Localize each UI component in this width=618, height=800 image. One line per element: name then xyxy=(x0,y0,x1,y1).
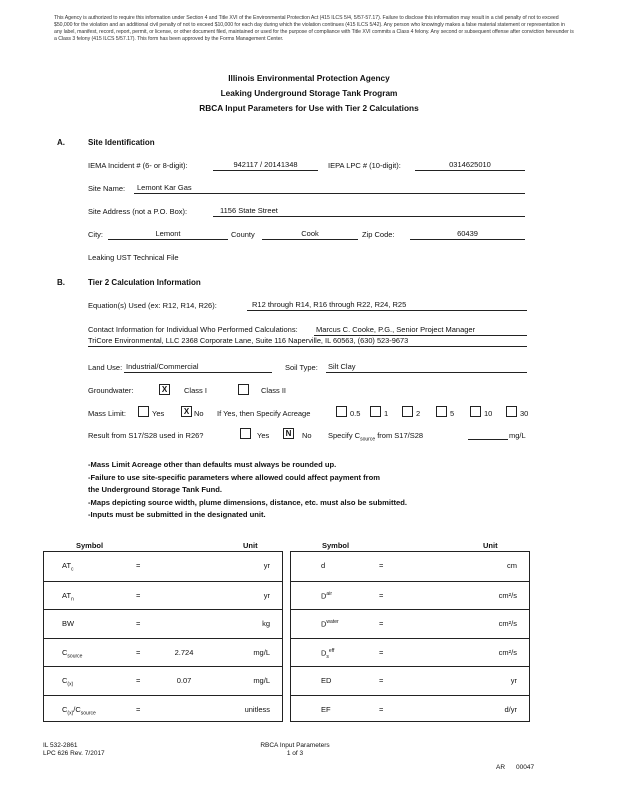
acreage-option-1: 1 xyxy=(384,409,389,418)
symbol-subscript-2: source xyxy=(80,710,96,716)
contact-label: Contact Information for Individual Who Performed Calculations: xyxy=(88,325,298,334)
right-symbol-header: Symbol xyxy=(322,541,350,550)
footer-center xyxy=(230,742,360,758)
right-row-symbol xyxy=(321,619,339,629)
mass-limit-yes-label: Yes xyxy=(152,409,165,418)
right-row-symbol xyxy=(321,591,332,601)
right-table-row xyxy=(291,581,529,610)
left-row-unit: mg/L xyxy=(253,647,270,657)
county-label: County xyxy=(231,230,255,239)
contact-value-1[interactable]: Marcus C. Cooke, P.G., Senior Project Manager xyxy=(316,325,476,334)
city-value[interactable]: Lemont xyxy=(155,229,181,238)
county-line xyxy=(262,239,358,240)
acreage-option-5: 5 xyxy=(450,409,455,418)
acreage-checkbox-2[interactable] xyxy=(402,406,413,417)
site-name-label: Site Name: xyxy=(88,184,126,193)
soil-type-label: Soil Type: xyxy=(285,363,318,372)
result-yes-checkbox[interactable] xyxy=(240,428,251,439)
left-symbol-header: Symbol xyxy=(76,541,104,550)
footer-form-number: IL 532-2861 xyxy=(43,742,78,749)
contact-line-2 xyxy=(88,346,527,347)
symbol-subscript: n xyxy=(71,596,74,602)
equations-value[interactable]: R12 through R14, R16 through R22, R24, R25 xyxy=(252,300,407,309)
form-title: RBCA Input Parameters for Use with Tier 2 Calculations xyxy=(199,103,419,113)
left-table-row xyxy=(44,609,282,638)
left-row-unit: yr xyxy=(263,590,270,600)
right-unit-header: Unit xyxy=(483,541,498,550)
left-row-equals: = xyxy=(136,647,141,657)
symbol-base: D xyxy=(321,591,327,600)
symbol-base: ED xyxy=(321,676,332,685)
symbol-base: C xyxy=(62,676,68,685)
note-3: the Underground Storage Tank Fund. xyxy=(88,485,223,494)
specify-csource-line[interactable] xyxy=(468,439,508,440)
right-row-unit: yr xyxy=(510,676,517,685)
groundwater-label: Groundwater: xyxy=(88,386,134,395)
symbol-subscript: source xyxy=(67,653,83,659)
class-1-checkbox[interactable]: X xyxy=(159,384,170,395)
symbol-base: AT xyxy=(62,561,72,570)
incident-label: IEMA Incident # (6- or 8-digit): xyxy=(88,161,188,170)
symbol-subscript: c xyxy=(71,566,74,573)
acreage-option-30: 30 xyxy=(520,409,529,418)
symbol-base: D xyxy=(321,648,327,657)
soil-type-value[interactable]: Silt Clay xyxy=(328,362,356,371)
right-table-row xyxy=(291,638,529,667)
lpc-value[interactable]: 0314625010 xyxy=(449,160,491,169)
left-row-equals: = xyxy=(136,619,141,628)
class-2-label: Class II xyxy=(261,386,287,395)
symbol-base: D xyxy=(321,619,327,629)
disclaimer-text: This Agency is authorized to require this information under Section 4 and Title XVI of the Environmental Protection Act (415 ILCS 5/4, 5/57-57.17). Failure to disclose this information may result in a civil penalty of not to exceed $50,000 for the violation and an additional civil penalty of not to exceed $10,000 for each day during which the violation continues (415 ILCS 5/42). Any person who knowingly makes a false material statement or representation in any label, manifest, record, report, permit, or license, or other document filed, maintained or used for the purpose of compliance with Title XVI commits a Class 4 felony. Any second or subsequent offense after conviction hereunder is a Class 3 felony (415 ILCS 5/57.17). This form has been approved by the Forms Management Center. xyxy=(54,15,574,42)
symbol-base: EF xyxy=(321,704,331,714)
notes-block xyxy=(88,459,407,522)
site-name-line xyxy=(134,193,525,194)
symbol-subscript: (x) xyxy=(67,710,74,716)
left-row-symbol xyxy=(62,705,96,717)
right-row-unit: cm²/s xyxy=(498,590,517,600)
right-table-row xyxy=(291,695,529,724)
acreage-checkbox-10[interactable] xyxy=(470,406,481,417)
right-row-symbol xyxy=(321,676,331,685)
left-row-equals: = xyxy=(136,590,141,600)
right-row-unit: d/yr xyxy=(504,704,517,714)
lpc-line xyxy=(415,170,525,171)
right-row-equals: = xyxy=(379,590,384,600)
acreage-option-10: 10 xyxy=(484,409,493,418)
specify-csource-label: Specify $C_{source}$ from S17/S28 xyxy=(328,431,424,443)
equations-label: Equation(s) Used (ex: R12, R14, R26): xyxy=(88,301,217,310)
left-table-row xyxy=(44,638,282,667)
incident-value[interactable]: 942117 / 20141348 xyxy=(233,160,298,169)
note-5: -Inputs must be submitted in the designated unit. xyxy=(88,510,266,519)
left-row-value[interactable]: 0.07 xyxy=(176,676,192,685)
left-table-row xyxy=(44,552,282,581)
acreage-option-2: 2 xyxy=(416,409,421,418)
mass-limit-no-checkbox[interactable]: X xyxy=(181,406,192,417)
footer-page: 1 of 3 xyxy=(286,750,304,757)
acreage-checkbox-30[interactable] xyxy=(506,406,517,417)
symbol-base: C xyxy=(62,704,68,714)
acreage-checkbox-5[interactable] xyxy=(436,406,447,417)
right-row-unit: cm xyxy=(507,561,517,570)
class-1-label: Class I xyxy=(184,386,207,395)
city-line xyxy=(108,239,228,240)
left-row-symbol xyxy=(62,561,74,573)
left-parameter-table xyxy=(43,551,283,722)
left-row-symbol xyxy=(62,648,82,660)
incident-line xyxy=(213,170,318,171)
footer-left xyxy=(43,742,105,758)
left-table-row xyxy=(44,666,282,695)
right-row-symbol xyxy=(321,705,331,714)
left-row-equals: = xyxy=(136,704,141,714)
left-unit-header: Unit xyxy=(243,541,258,550)
symbol-superscript: water xyxy=(326,619,339,625)
zip-value[interactable]: 60439 xyxy=(457,229,478,238)
acreage-option-0-5: 0.5 xyxy=(350,409,361,418)
result-no-label: No xyxy=(302,431,312,440)
right-row-equals: = xyxy=(379,647,384,657)
equations-line xyxy=(247,310,527,311)
note-4: -Maps depicting source width, plume dimensions, distance, etc. must also be submitted. xyxy=(88,497,407,507)
left-row-symbol xyxy=(62,619,74,628)
section-b-letter: B. xyxy=(57,278,65,287)
footer-ar-number: 00047 xyxy=(516,764,535,771)
right-row-equals: = xyxy=(379,619,384,628)
footer-form-title: RBCA Input Parameters xyxy=(260,742,330,749)
zip-line xyxy=(410,239,525,240)
land-use-label: Land Use: xyxy=(88,363,123,372)
city-label: City: xyxy=(88,230,103,239)
symbol-base: AT xyxy=(62,590,72,600)
left-row-equals: = xyxy=(136,561,141,570)
result-no-checkbox[interactable]: N xyxy=(283,428,294,439)
symbol-subscript: (x) xyxy=(67,681,74,688)
right-table-row xyxy=(291,609,529,638)
section-a-letter: A. xyxy=(57,138,65,147)
zip-label: Zip Code: xyxy=(362,230,395,239)
right-row-equals: = xyxy=(379,561,384,570)
right-table-row xyxy=(291,666,529,695)
right-parameter-table xyxy=(290,551,530,722)
acreage-checkbox-1[interactable] xyxy=(370,406,381,417)
county-value[interactable]: Cook xyxy=(301,229,319,238)
mass-limit-label: Mass Limit: xyxy=(88,409,126,418)
note-1: -Mass Limit Acreage other than defaults must always be rounded up. xyxy=(88,460,337,469)
left-row-symbol xyxy=(62,676,73,688)
contact-value-2[interactable]: TriCore Environmental, LLC 2368 Corporate Lane, Suite 116 Naperville, IL 60563, (630) 523-9673 xyxy=(88,336,409,345)
left-row-unit: mg/L xyxy=(253,676,270,685)
site-name-value[interactable]: Lemont Kar Gas xyxy=(137,183,192,192)
note-2: -Failure to use site-specific parameters where allowed could affect payment from xyxy=(88,472,381,482)
section-a-title: Site Identification xyxy=(88,138,155,147)
left-row-unit: yr xyxy=(263,561,270,570)
program-title: Leaking Underground Storage Tank Program xyxy=(220,88,398,98)
agency-title: Illinois Environmental Protection Agency xyxy=(228,73,390,83)
right-row-symbol xyxy=(321,648,334,660)
symbol-base: BW xyxy=(62,619,75,628)
result-yes-label: Yes xyxy=(257,431,270,440)
land-use-line xyxy=(124,372,272,373)
land-use-value[interactable]: Industrial/Commercial xyxy=(126,362,199,371)
left-table-row xyxy=(44,695,282,724)
symbol-base: d xyxy=(321,561,326,570)
left-row-equals: = xyxy=(136,676,141,685)
left-row-unit: kg xyxy=(262,619,270,628)
result-label: Result from S17/S28 used in R26? xyxy=(88,431,204,440)
right-row-equals: = xyxy=(379,704,384,714)
right-table-row xyxy=(291,552,529,581)
site-address-label: Site Address (not a P.O. Box): xyxy=(88,207,188,216)
right-row-symbol xyxy=(321,561,325,570)
symbol-superscript: eff xyxy=(328,647,335,654)
symbol-subscript: s xyxy=(326,653,329,660)
acreage-label: If Yes, then Specify Acreage xyxy=(217,409,311,418)
footer-lpc-form: LPC 626 Rev. 7/2017 xyxy=(43,750,105,757)
site-address-value[interactable]: 1156 State Street xyxy=(220,206,278,215)
section-b-title: Tier 2 Calculation Information xyxy=(88,278,201,287)
mass-limit-no-label: No xyxy=(194,409,204,418)
symbol-superscript: /C xyxy=(73,704,81,714)
symbol-base: C xyxy=(62,647,68,657)
left-row-symbol xyxy=(62,591,74,603)
technical-file-label: Leaking UST Technical File xyxy=(88,253,179,262)
acreage-checkbox-0-5[interactable] xyxy=(336,406,347,417)
mass-limit-yes-checkbox[interactable] xyxy=(138,406,149,417)
left-row-unit: unitless xyxy=(244,704,270,714)
right-row-unit: cm²/s xyxy=(498,619,517,628)
soil-type-line xyxy=(326,372,527,373)
site-address-line xyxy=(213,216,525,217)
right-row-unit: cm²/s xyxy=(498,647,517,657)
class-2-checkbox[interactable] xyxy=(238,384,249,395)
symbol-superscript: air xyxy=(326,590,332,597)
specify-unit: mg/L xyxy=(509,431,526,440)
left-table-row xyxy=(44,581,282,610)
footer-ar-label: AR xyxy=(496,764,506,771)
lpc-label: IEPA LPC # (10-digit): xyxy=(328,161,401,170)
right-row-equals: = xyxy=(379,676,384,685)
left-row-value[interactable]: 2.724 xyxy=(174,647,194,657)
